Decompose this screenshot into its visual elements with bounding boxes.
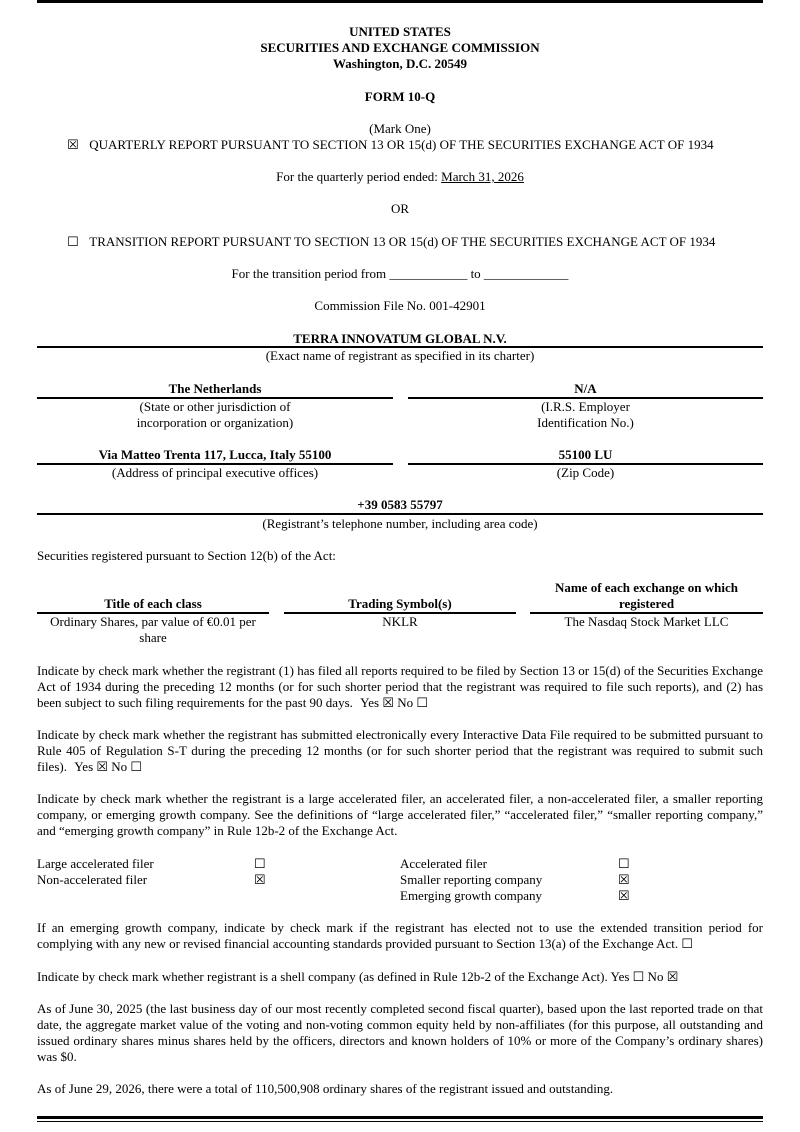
exchange-header-line-2: registered — [618, 596, 675, 611]
reports-filed-paragraph — [37, 663, 763, 711]
market-value-paragraph: As of June 30, 2025 (the last business day of our most recently completed second fiscal quarter), based upon the last reported trade on that date, the aggregate market value of the voting and non-voting common equity held by non-affiliates (for this purpose, all outstanding and issued ordinary shares minus shares held by the officers, directors and known holders of 10% or more of the Company’s ordinary shares) was $0. — [37, 1001, 763, 1064]
zip-caption: (Zip Code) — [556, 465, 615, 480]
or-separator: OR — [390, 201, 410, 216]
filer-status-paragraph: Indicate by check mark whether the registrant is a large accelerated filer, an accelerated filer, a non-accelerated filer, a smaller reporting company, or emerging growth company. See the definitions of “large accelerated filer,” “accelerated filer,” “smaller reporting company,” and “emerging growth company” in Rule 12b-2 of the Exchange Act. — [37, 791, 763, 838]
emerging-growth-company-checkbox[interactable]: ☒ — [618, 888, 630, 903]
class-header: Title of each class — [104, 596, 202, 611]
mark-one-label: (Mark One) — [369, 121, 431, 136]
address-caption: (Address of principal executive offices) — [111, 465, 319, 480]
zip-value: 55100 LU — [558, 447, 613, 462]
transition-report-line — [66, 234, 766, 250]
jurisdiction-caption-1: (State or other jurisdiction of — [139, 399, 291, 414]
commission-file-number: Commission File No. 001-42901 — [314, 298, 486, 313]
phone-caption: (Registrant’s telephone number, including area code) — [262, 516, 538, 531]
quarterly-period-prefix: For the quarterly period ended: — [276, 169, 438, 184]
registrant-name: TERRA INNOVATUM GLOBAL N.V. — [293, 331, 507, 346]
shell-company-paragraph: Indicate by check mark whether registrant is a shell company (as defined in Rule 12b-2 of the Exchange Act). Yes ☐ No ☒ — [37, 969, 679, 984]
bottom-rule-thick — [37, 1116, 763, 1119]
interactive-data-paragraph — [37, 727, 763, 775]
form-title: FORM 10-Q — [364, 89, 436, 104]
large-accelerated-filer-checkbox[interactable]: ☐ — [254, 856, 266, 871]
class-value-line-1: Ordinary Shares, par value of €0.01 per — [50, 614, 256, 629]
top-rule — [37, 0, 763, 3]
non-accelerated-filer-label: Non-accelerated filer — [37, 872, 148, 887]
phone-value: +39 0583 55797 — [357, 497, 443, 512]
shares-outstanding-paragraph: As of June 29, 2026, there were a total of 110,500,908 ordinary shares of the registrant issued and outstanding. — [37, 1081, 614, 1096]
registrant-name-caption: (Exact name of registrant as specified in its charter) — [265, 348, 535, 363]
smaller-reporting-company-checkbox[interactable]: ☒ — [618, 872, 630, 887]
non-accelerated-filer-checkbox[interactable]: ☒ — [254, 872, 266, 887]
quarterly-period-line — [37, 169, 763, 185]
reports-filed-answer[interactable]: Yes ☒ No ☐ — [360, 695, 429, 710]
emerging-growth-company-label: Emerging growth company — [400, 888, 543, 903]
irs-caption-2: Identification No.) — [537, 415, 634, 430]
transition-report-checkbox[interactable]: ☐ — [67, 234, 79, 249]
class-value-line-2: share — [139, 630, 167, 645]
interactive-data-answer[interactable]: Yes ☒ No ☐ — [74, 759, 143, 774]
country-heading: UNITED STATES — [349, 24, 451, 39]
smaller-reporting-company-label: Smaller reporting company — [400, 872, 543, 887]
accelerated-filer-label: Accelerated filer — [400, 856, 487, 871]
quarterly-report-label: QUARTERLY REPORT PURSUANT TO SECTION 13 OR 15(d) OF THE SECURITIES EXCHANGE ACT OF 1934 — [89, 137, 714, 152]
jurisdiction-value: The Netherlands — [168, 381, 262, 396]
exchange-header-line-1: Name of each exchange on which — [554, 580, 739, 595]
exchange-value: The Nasdaq Stock Market LLC — [564, 614, 729, 629]
jurisdiction-caption-2: incorporation or organization) — [136, 415, 294, 430]
accelerated-filer-checkbox[interactable]: ☐ — [618, 856, 630, 871]
securities-intro: Securities registered pursuant to Section 12(b) of the Act: — [37, 548, 336, 563]
address-value: Via Matteo Trenta 117, Lucca, Italy 55100 — [98, 447, 332, 462]
trading-symbol-value: NKLR — [382, 614, 418, 629]
quarterly-period-date: March 31, 2026 — [441, 169, 524, 184]
agency-heading: SECURITIES AND EXCHANGE COMMISSION — [260, 40, 540, 55]
phone-rule — [37, 513, 763, 515]
irs-number-value: N/A — [574, 381, 597, 396]
quarterly-report-checkbox[interactable]: ☒ — [67, 137, 79, 152]
reports-filed-text: Indicate by check mark whether the registrant (1) has filed all reports required to be filed by Section 13 or 15(d) of the Securities Exchange Act of 1934 during the preceding 12 months (or for such shorter period that the registrant was required to file such reports), and (2) has been subject to such filing requirements for the past 90 days. — [37, 663, 763, 710]
extended-transition-paragraph: If an emerging growth company, indicate by check mark if the registrant has elected not to use the extended transition period for complying with any new or revised financial accounting standards provided pursuant to Section 13(a) of the Exchange Act. ☐ — [37, 920, 763, 951]
bottom-rule-thin — [37, 1121, 763, 1122]
transition-report-label: TRANSITION REPORT PURSUANT TO SECTION 13 OR 15(d) OF THE SECURITIES EXCHANGE ACT OF 1934 — [89, 234, 716, 249]
interactive-data-text: Indicate by check mark whether the registrant has submitted electronically every Interactive Data File required to be submitted pursuant to Rule 405 of Regulation S-T during the preceding 12 months (or for such shorter period that the registrant was required to submit such files). — [37, 727, 763, 774]
transition-period-line: For the transition period from ____________ to _____________ — [231, 266, 569, 281]
large-accelerated-filer-label: Large accelerated filer — [37, 856, 154, 871]
quarterly-report-line — [66, 137, 766, 153]
symbol-header: Trading Symbol(s) — [348, 596, 452, 611]
city-heading: Washington, D.C. 20549 — [333, 56, 467, 71]
irs-caption-1: (I.R.S. Employer — [541, 399, 630, 414]
